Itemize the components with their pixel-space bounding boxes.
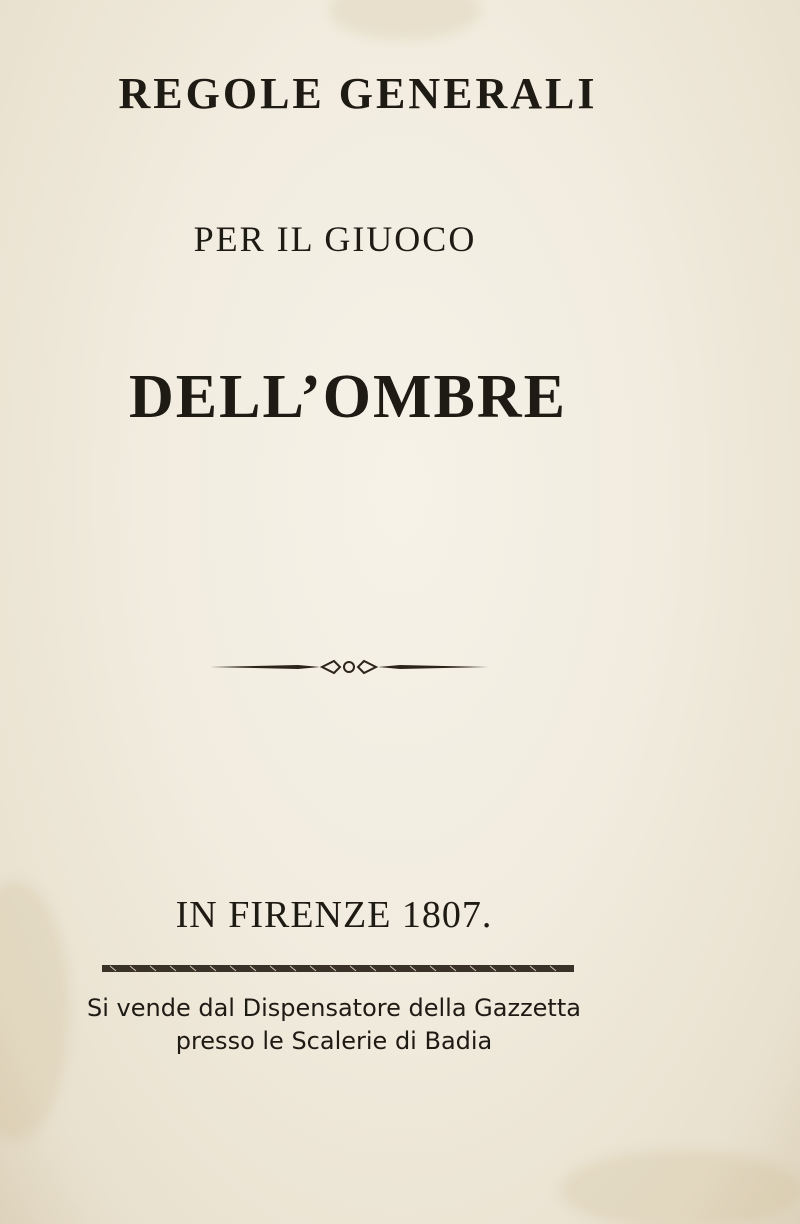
main-title-line-3: DELL’OMBRE [128, 363, 567, 431]
show-through-text [70, 520, 670, 557]
place-and-year: IN FIRENZE 1807. [175, 894, 493, 936]
seller-line-2: presso le Scalerie di Badia [175, 1027, 493, 1055]
ornamental-divider-icon [208, 657, 490, 677]
main-title-line-1: REGOLE GENERALI [118, 69, 598, 118]
paper-stain [330, 0, 480, 40]
paper-stain [560, 1150, 800, 1224]
main-title-line-2: PER IL GIUOCO [193, 219, 477, 259]
seller-line-1: Si vende dal Dispensatore della Gazzetta [87, 994, 581, 1022]
decorative-rule-icon [102, 964, 574, 973]
